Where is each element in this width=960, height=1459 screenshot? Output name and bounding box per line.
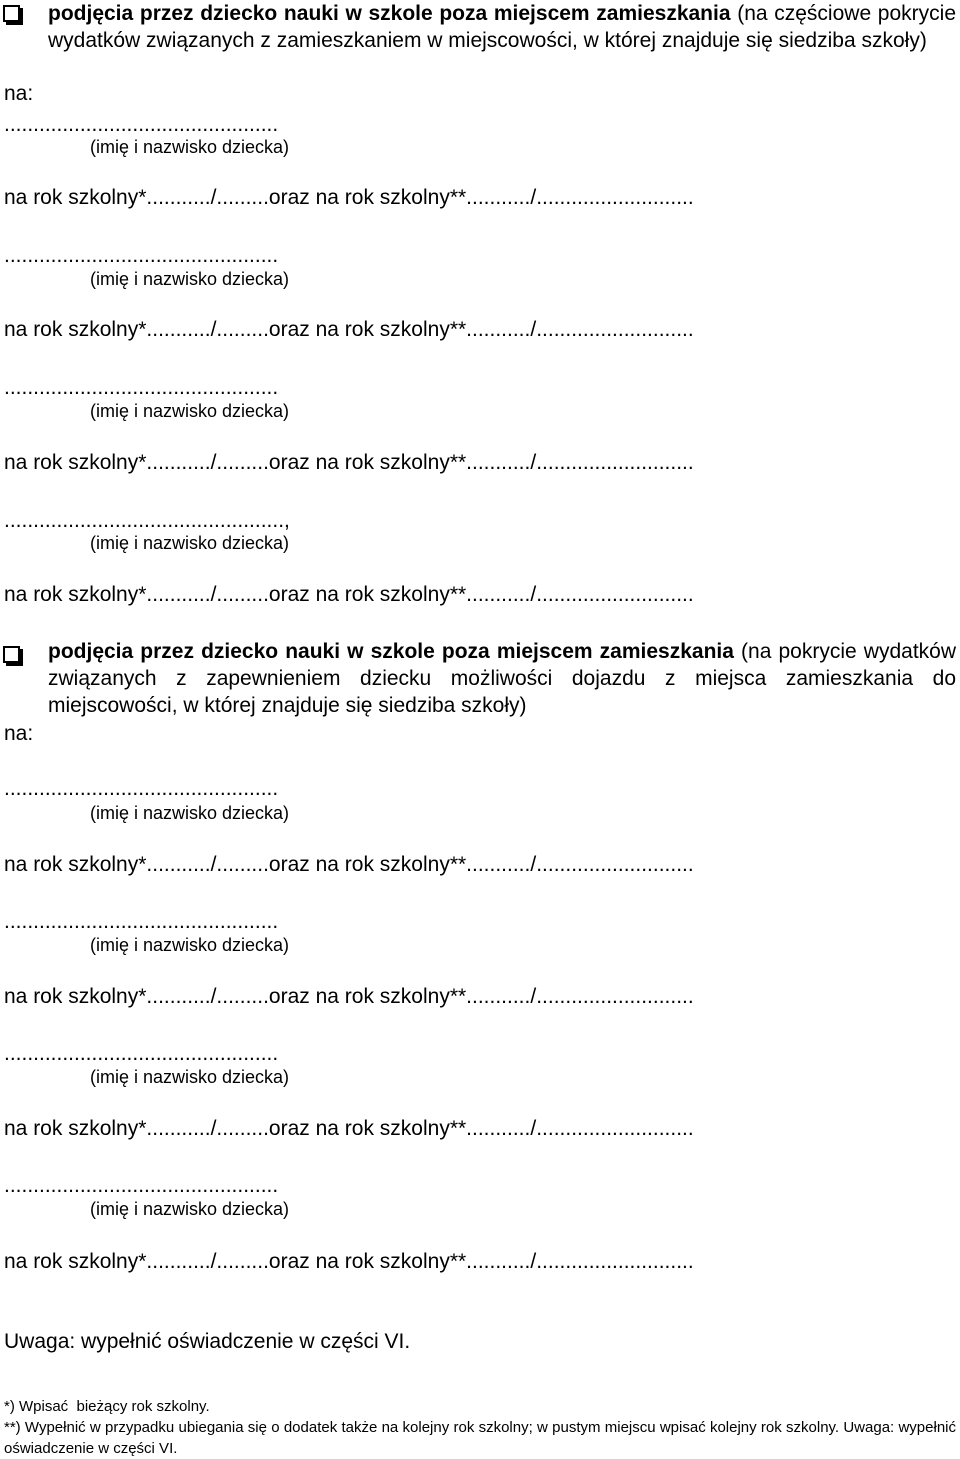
section1-na-label: na: (4, 82, 34, 105)
name-field-5[interactable]: ............................................... (4, 777, 279, 800)
name-field-8[interactable]: ............................................... (4, 1174, 279, 1197)
section1-bold-text: podjęcia przez dziecko nauki w szkole poza miejscem zamieszkania (48, 2, 731, 25)
section1-rest-text: (na częściowe pokrycie wydatków związanych z zamieszkaniem w miejscowości, w której znajduje się siedziba szkoły) (48, 2, 956, 52)
name-caption-3: (imię i nazwisko dziecka) (90, 401, 290, 421)
section2-description (48, 638, 956, 719)
name-field-1[interactable]: ............................................... (4, 113, 279, 136)
name-caption-4: (imię i nazwisko dziecka) (90, 533, 290, 553)
name-caption-2: (imię i nazwisko dziecka) (90, 269, 290, 289)
name-field-2[interactable]: ............................................... (4, 244, 279, 267)
school-year-line-1[interactable]: na rok szkolny*.........../.........oraz na rok szkolny**.........../........................... (4, 186, 694, 209)
school-year-line-2[interactable]: na rok szkolny*.........../.........oraz na rok szkolny**.........../........................... (4, 318, 694, 341)
name-caption-1: (imię i nazwisko dziecka) (90, 137, 290, 157)
name-caption-5: (imię i nazwisko dziecka) (90, 803, 290, 823)
school-year-line-3[interactable]: na rok szkolny*.........../.........oraz na rok szkolny**.........../........................... (4, 451, 694, 474)
school-year-line-4[interactable]: na rok szkolny*.........../.........oraz na rok szkolny**.........../........................... (4, 583, 694, 606)
name-field-6[interactable]: ............................................... (4, 910, 279, 933)
section2-bold-text: podjęcia przez dziecko nauki w szkole poza miejscem zamieszkania (48, 640, 734, 663)
school-year-line-8[interactable]: na rok szkolny*.........../.........oraz na rok szkolny**.........../........................... (4, 1250, 694, 1273)
section2-na-label: na: (4, 722, 34, 745)
school-year-line-6[interactable]: na rok szkolny*.........../.........oraz na rok szkolny**.........../........................... (4, 985, 694, 1008)
checkbox-section2[interactable] (3, 646, 20, 663)
name-caption-7: (imię i nazwisko dziecka) (90, 1067, 290, 1087)
footnote-2: **) Wypełnić w przypadku ubiegania się o dodatek także na kolejny rok szkolny; w pustym miejscu wpisać kolejny rok szkolny. Uwaga: wypełnić oświadczenie w części VI. (4, 1419, 956, 1457)
name-caption-6: (imię i nazwisko dziecka) (90, 935, 290, 955)
school-year-line-5[interactable]: na rok szkolny*.........../.........oraz na rok szkolny**.........../........................... (4, 853, 694, 876)
checkbox-section1[interactable] (3, 5, 20, 22)
school-year-line-7[interactable]: na rok szkolny*.........../.........oraz na rok szkolny**.........../........................... (4, 1117, 694, 1140)
note-text: Uwaga: wypełnić oświadczenie w części VI. (4, 1330, 411, 1353)
footnote-1: *) Wpisać bieżący rok szkolny. (4, 1398, 210, 1415)
section2-rest-text: (na pokrycie wydatków związanych z zapewnieniem dziecku możliwości dojazdu z miejsca zamieszkania do miejscowości, w której znajduje się siedziba szkoły) (48, 640, 957, 717)
name-field-4[interactable]: ................................................, (4, 509, 290, 532)
name-field-3[interactable]: ............................................... (4, 376, 279, 399)
name-field-7[interactable]: ............................................... (4, 1042, 279, 1065)
name-caption-8: (imię i nazwisko dziecka) (90, 1199, 290, 1219)
section1-description (48, 0, 956, 54)
